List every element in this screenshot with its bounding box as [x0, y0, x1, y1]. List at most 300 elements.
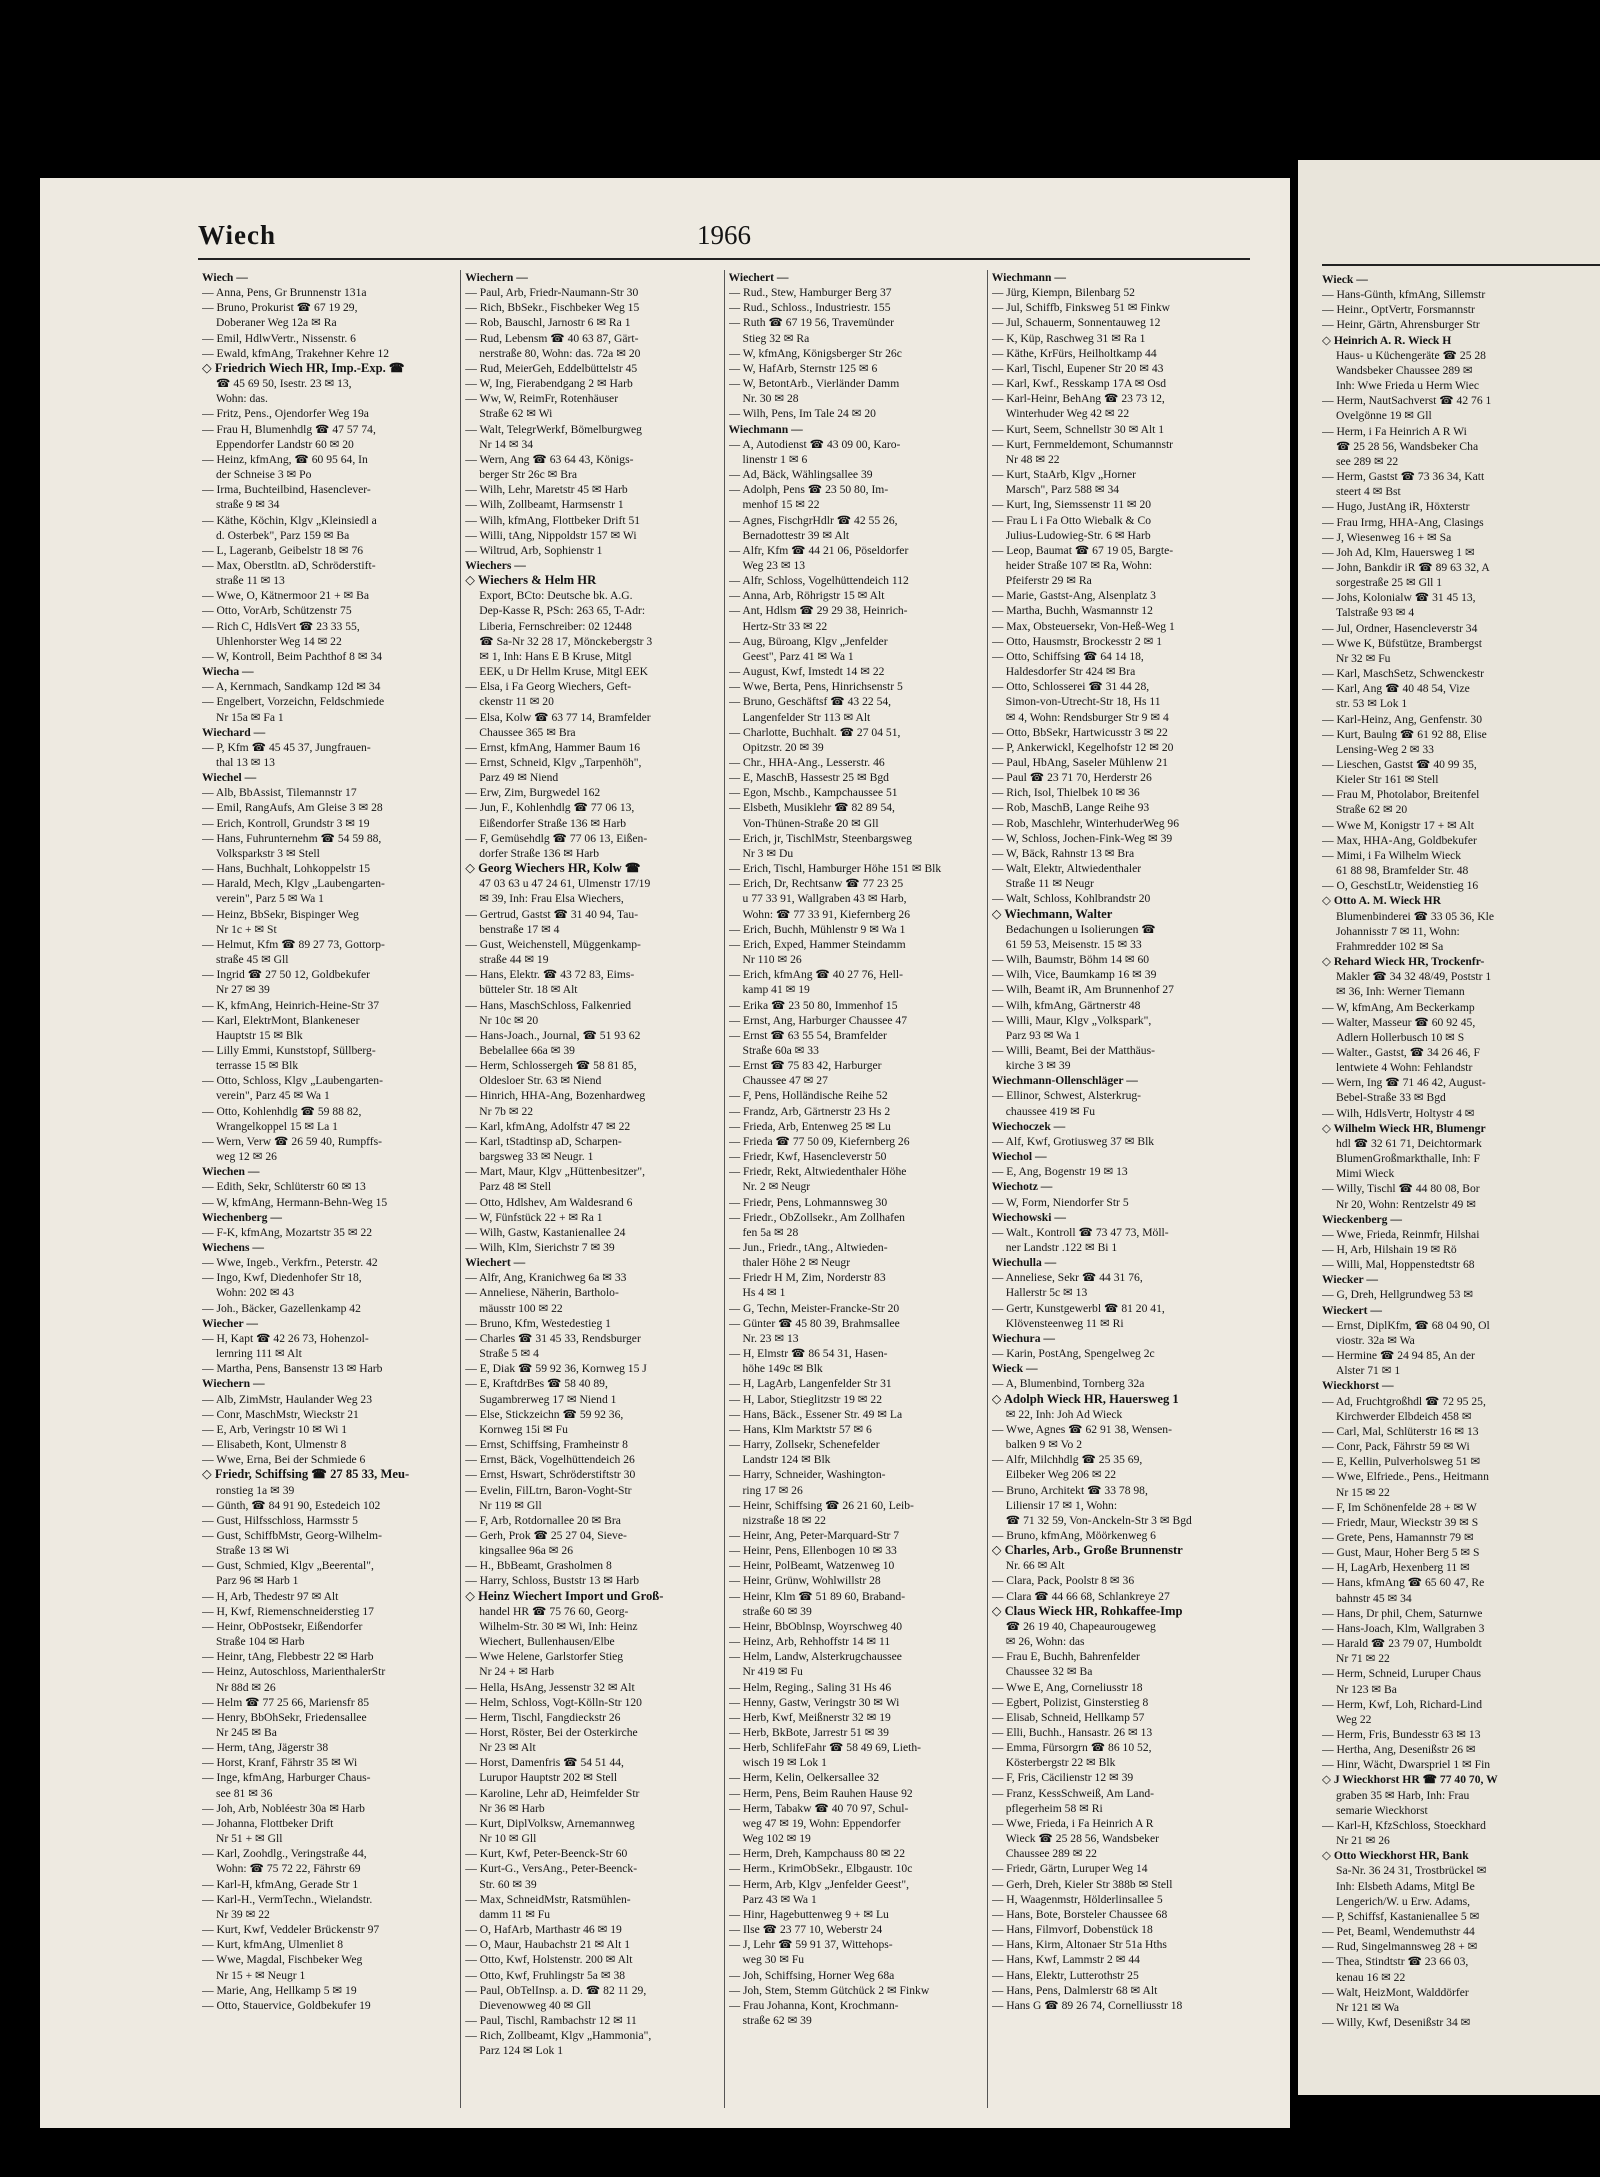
entry-continuation: Nr 27 ✉ 39 [216, 983, 270, 997]
entry-continuation: Talstraße 93 ✉ 4 [1336, 606, 1415, 620]
directory-entry: — Horst, Damenfris ☎ 54 51 44, [465, 1756, 624, 1770]
directory-entry: — Wwe Helene, Garlstorfer Stieg [465, 1650, 624, 1664]
directory-entry: — Elisabeth, Kont, Ulmenstr 8 [202, 1438, 347, 1452]
directory-entry: — Herb, Kwf, Meißnerstr 32 ✉ 19 [728, 1710, 891, 1724]
surname-heading: Wiechert — [728, 271, 789, 284]
directory-entry: — Rud, Lebensm ☎ 40 63 87, Gärt- [465, 331, 639, 345]
directory-entry: — Hans, kfmAng ☎ 65 60 47, Re [1322, 1576, 1485, 1590]
entry-continuation: Nr 245 ✉ Ba [216, 1726, 277, 1739]
surname-heading: Wiechulla — [991, 1256, 1057, 1270]
column-4 [988, 270, 1250, 2108]
surname-heading: Wiechert — [465, 1256, 526, 1270]
directory-entry: — Herm, i Fa Heinrich A R Wi [1322, 424, 1467, 438]
directory-entry: — Erich, Buchh, Mühlenstr 9 ✉ Wa 1 [728, 922, 906, 936]
directory-entry: — Karl, Zoohdlg., Veringstraße 44, [202, 1847, 367, 1861]
entry-continuation: Str. 60 ✉ 39 [479, 1877, 537, 1891]
surname-heading: Wiechotz — [991, 1180, 1053, 1194]
entry-continuation: graben 35 ✉ Harb, Inh: Frau [1336, 1788, 1470, 1802]
entry-continuation: Opitzstr. 20 ✉ 39 [742, 740, 824, 754]
directory-entry: — Hertha, Ang, Desenißstr 26 ✉ [1322, 1743, 1476, 1757]
firm-entry: ◇ Heinz Wiechert Import und Groß- [465, 1588, 664, 1603]
entry-continuation: Klövensteenweg 11 ✉ Ri [1005, 1316, 1124, 1330]
directory-entry: — Günth, ☎ 84 91 90, Estedeich 102 [202, 1498, 381, 1512]
entry-continuation: Von-Thünen-Straße 20 ✉ Gll [742, 816, 879, 830]
directory-entry: — Bruno, Kfm, Westedestieg 1 [465, 1316, 611, 1330]
entry-continuation: Nr 36 ✉ Harb [479, 1801, 545, 1815]
entry-continuation: ✉ 22, Inh: Joh Ad Wieck [1005, 1407, 1123, 1421]
directory-entry: — H, LagArb, Hexenberg 11 ✉ [1322, 1561, 1470, 1575]
directory-entry: — Rud., Stew, Hamburger Berg 37 [728, 286, 892, 300]
directory-entry: — W, kfmAng, Königsberger Str 26c [728, 346, 902, 360]
directory-entry: — F, Fris, Cäcilienstr 12 ✉ 39 [991, 1771, 1134, 1785]
directory-entry: — Leop, Baumat ☎ 67 19 05, Bargte- [991, 543, 1174, 557]
directory-entry: — W, Form, Niendorfer Str 5 [991, 1195, 1129, 1209]
entry-continuation: nerstraße 80, Wohn: das. 72a ✉ 20 [479, 346, 641, 360]
directory-entry: — Hans, Filmvorf, Dobenstück 18 [991, 1923, 1153, 1937]
entry-continuation: thal 13 ✉ 13 [216, 756, 275, 769]
entry-continuation: pflegerheim 58 ✉ Ri [1005, 1801, 1103, 1815]
directory-entry: — Alb, ZimMstr, Haulander Weg 23 [202, 1392, 373, 1406]
directory-entry: — Wilh, Beamt iR, Am Brunnenhof 27 [991, 983, 1174, 997]
directory-entry: — Karl, Tischl, Eupener Str 20 ✉ 43 [991, 361, 1164, 375]
directory-entry: — Herm, Kelin, Oelkersallee 32 [728, 1771, 880, 1785]
entry-continuation: Langenfelder Str 113 ✉ Alt [742, 710, 871, 724]
directory-entry: — Helm, Landw, Alsterkrugchaussee [728, 1650, 902, 1664]
entry-continuation: Landstr 124 ✉ Blk [742, 1453, 831, 1467]
surname-heading: Wiechmann-Ollenschläger — [991, 1074, 1138, 1088]
entry-continuation: Nr 10c ✉ 20 [479, 1013, 539, 1027]
directory-entry: — F-K, kfmAng, Mozartstr 35 ✉ 22 [202, 1225, 373, 1239]
entry-continuation: Weg 102 ✉ 19 [742, 1832, 811, 1846]
entry-continuation: Alster 71 ✉ 1 [1336, 1364, 1401, 1378]
directory-entry: — Mart, Maur, Klgv „Hüttenbesitzer", [465, 1165, 645, 1179]
directory-entry: — Karl, Kwf., Resskamp 17A ✉ Osd [991, 377, 1167, 391]
directory-entry: — Harry, Schneider, Washington- [728, 1468, 886, 1482]
directory-entry: — Egon, Mschb., Kampchaussee 51 [728, 786, 898, 800]
directory-entry: — Otto, Hausmstr, Brockesstr 2 ✉ 1 [991, 634, 1163, 648]
entry-continuation: Nr 15 + ✉ Neugr 1 [216, 1968, 306, 1982]
directory-entry: — Rich, Zollbeamt, Klgv „Hammonia", [465, 2029, 652, 2043]
entry-continuation: wisch 19 ✉ Lok 1 [742, 1756, 827, 1770]
directory-entry: — Otto, Schlosserei ☎ 31 44 28, [991, 680, 1150, 694]
directory-entry: — Gust, Maur, Hoher Berg 5 ✉ S [1322, 1546, 1480, 1560]
directory-entry: — Franz, KessSchweiß, Am Land- [991, 1786, 1155, 1800]
entry-continuation: Wohn: ☎ 77 33 91, Kiefernberg 26 [742, 907, 911, 921]
entry-continuation: höhe 149c ✉ Blk [742, 1362, 823, 1376]
directory-entry: — Joh, Arb, Nobléestr 30a ✉ Harb [202, 1801, 365, 1815]
firm-entry: ◇ Otto A. M. Wieck HR [1322, 894, 1441, 908]
entry-continuation: Straße 62 ✉ Wi [479, 407, 553, 421]
entry-continuation: Nr 15a ✉ Fa 1 [216, 710, 284, 724]
entry-continuation: Nr 121 ✉ Wa [1336, 2000, 1399, 2014]
directory-entry: — Carl, Mal, Schlüterstr 16 ✉ 13 [1322, 1424, 1479, 1438]
entry-continuation: Bedachungen u Isolierungen ☎ [1005, 922, 1156, 936]
directory-entry: — Heinr, BbOblnsp, Woyrschweg 40 [728, 1619, 903, 1633]
entry-continuation: straße 11 ✉ 13 [216, 574, 285, 588]
firm-entry: ◇ Friedr, Schiffsing ☎ 27 85 33, Meu- [202, 1467, 410, 1482]
directory-entry: — W, kfmAng, Hermann-Behn-Weg 15 [202, 1195, 388, 1209]
entry-continuation: Kornweg 15i ✉ Fu [479, 1422, 568, 1436]
directory-entry: — Kurt, Kwf, Veddeler Brückenstr 97 [202, 1923, 380, 1937]
entry-continuation: Eilbeker Weg 206 ✉ 22 [1005, 1468, 1117, 1482]
directory-entry: — Horst, Kranf, Fährstr 35 ✉ Wi [202, 1756, 358, 1770]
directory-entry: — Otto, Hdlshev, Am Waldesrand 6 [465, 1195, 633, 1209]
directory-entry: — Herm., KrimObSekr., Elbgaustr. 10c [728, 1862, 913, 1876]
directory-entry: — Walt, TelegrWerkf, Bömelburgweg [465, 422, 642, 436]
directory-entry: — Wwe, Frieda, i Fa Heinrich A R [991, 1816, 1154, 1830]
directory-entry: — Hans, Fuhrunternehm ☎ 54 59 88, [202, 831, 382, 845]
directory-entry: — Friedr., ObZollsekr., Am Zollhafen [728, 1210, 905, 1224]
entry-continuation: Wohn: das. [216, 392, 268, 406]
directory-entry: — Rich, BbSekr., Fischbeker Weg 15 [465, 301, 640, 315]
directory-entry: — O, HafArb, Marthastr 46 ✉ 19 [465, 1923, 622, 1937]
directory-entry: — Kurt-G., VersAng., Peter-Beenck- [465, 1862, 638, 1876]
directory-entry: — Paul, HbAng, Saseler Mühlenw 21 [991, 756, 1168, 769]
directory-entry: — Grete, Pens, Hamannstr 79 ✉ [1322, 1530, 1474, 1544]
entry-continuation: kirche 3 ✉ 39 [1005, 1059, 1071, 1073]
directory-entry: — E, MaschB, Hassestr 25 ✉ Bgd [728, 771, 889, 785]
entry-continuation: bütteler Str. 18 ✉ Alt [479, 983, 578, 997]
entry-continuation: hdl ☎ 32 61 71, Deichtormark [1336, 1136, 1482, 1150]
entry-continuation: Nr 20, Wohn: Rentzelstr 49 ✉ [1336, 1197, 1476, 1211]
entry-continuation: Bernadottestr 39 ✉ Alt [742, 528, 850, 542]
entry-continuation: Eppendorfer Landstr 60 ✉ 20 [216, 437, 354, 451]
directory-entry: — Kurt, Seem, Schnellstr 30 ✉ Alt 1 [991, 422, 1165, 436]
directory-entry: — Gerh, Dreh, Kieler Str 388b ✉ Stell [991, 1877, 1173, 1891]
entry-continuation: Pfeiferstr 29 ✉ Ra [1005, 574, 1092, 588]
directory-entry: — Walter, Masseur ☎ 60 92 45, [1322, 1015, 1476, 1029]
entry-continuation: Ovelgönne 19 ✉ Gll [1336, 409, 1432, 423]
directory-entry: — Erich, jr, TischlMstr, Steenbargsweg [728, 831, 912, 845]
directory-entry: — Bruno, Geschäftsf ☎ 43 22 54, [728, 695, 892, 709]
directory-entry: — Heinr, PolBeamt, Watzenweg 10 [728, 1559, 895, 1573]
entry-continuation: Lurupor Hauptstr 202 ✉ Stell [479, 1771, 618, 1785]
entry-continuation: linenstr 1 ✉ 6 [742, 452, 808, 466]
entry-continuation: Hallerstr 5c ✉ 13 [1005, 1286, 1088, 1300]
entry-continuation: Wieck ☎ 25 28 56, Wandsbeker [1005, 1832, 1159, 1846]
entry-continuation: 61 59 53, Meisenstr. 15 ✉ 33 [1005, 937, 1142, 951]
directory-entry: — H, LagArb, Langenfelder Str 31 [728, 1377, 892, 1391]
directory-entry: — E, KraftdrBes ☎ 58 40 89, [465, 1377, 608, 1391]
directory-entry: — O, GeschstLtr, Weidenstieg 16 [1322, 879, 1479, 893]
directory-entry: — Wwe, Agnes ☎ 62 91 38, Wensen- [991, 1422, 1172, 1436]
entry-continuation: Sugambrerweg 17 ✉ Niend 1 [479, 1392, 617, 1406]
directory-entry: — Helm, Reging., Saling 31 Hs 46 [728, 1680, 892, 1694]
entry-continuation: Parz 124 ✉ Lok 1 [479, 2044, 564, 2058]
directory-entry: — Ernst, Bäck, Vogelhüttendeich 26 [465, 1453, 635, 1467]
directory-entry: — Max, Oberstltn. aD, Schröderstift- [202, 558, 376, 572]
directory-entry: — Rob, Bauschl, Jarnostr 6 ✉ Ra 1 [465, 316, 631, 330]
directory-entry: — Ernst, DiplKfm, ☎ 68 04 90, Ol [1322, 1318, 1490, 1332]
directory-entry: — Ad, Fruchtgroßhdl ☎ 72 95 25, [1322, 1394, 1486, 1408]
surname-heading: Wiechers — [465, 558, 526, 572]
directory-entry: — Friedr, Gärtn, Luruper Weg 14 [991, 1862, 1148, 1876]
directory-entry: — Mimi, i Fa Wilhelm Wieck [1322, 848, 1462, 862]
entry-continuation: Straße 13 ✉ Wi [216, 1544, 290, 1558]
directory-entry: — Gust, Schmied, Klgv „Beerental", [202, 1559, 374, 1573]
firm-entry: ◇ Wiechers & Helm HR [465, 573, 597, 588]
entry-continuation: Nr 71 ✉ 22 [1336, 1652, 1390, 1666]
directory-entry: — Alfr, Schloss, Vogelhüttendeich 112 [728, 574, 909, 588]
directory-entry: — Hans, MaschSchloss, Falkenried [465, 998, 632, 1012]
directory-entry: — Jul, Schauerm, Sonnentauweg 12 [991, 316, 1161, 330]
entry-continuation: Dep-Kasse R, PSch: 263 65, T-Adr: [479, 604, 646, 618]
directory-entry: — Erich, Exped, Hammer Steindamm [728, 937, 906, 951]
directory-entry: — Bruno, kfmAng, Möörkenweg 6 [991, 1528, 1156, 1542]
directory-entry: — F, Gemüsehdlg ☎ 77 06 13, Eißen- [465, 831, 648, 845]
surname-heading: Wiechoczek — [991, 1119, 1066, 1133]
surname-heading: Wiechowski — [991, 1210, 1066, 1224]
entry-continuation: Nr. 30 ✉ 28 [742, 392, 799, 406]
directory-entry: — Frau E, Buchh, Bahrenfelder [991, 1650, 1140, 1664]
directory-entry: — Ant, Hdlsm ☎ 29 29 38, Heinrich- [728, 604, 908, 618]
directory-entry: — Kurt, StaArb, Klgv „Horner [991, 468, 1136, 482]
entry-continuation: Winterhuder Weg 42 ✉ 22 [1005, 407, 1130, 421]
entry-continuation: viostr. 32a ✉ Wa [1336, 1333, 1415, 1347]
directory-entry: — Heinz, Autoschloss, MarienthalerStr [202, 1665, 386, 1679]
directory-entry: — Elsa, i Fa Georg Wiechers, Geft- [465, 680, 632, 694]
entry-continuation: ✉ 1, Inh: Hans E B Kruse, Mitgl [479, 649, 632, 663]
directory-entry: — Heinr, Grünw, Wohlwillstr 28 [728, 1574, 881, 1588]
directory-entry: — Ernst, Ang, Harburger Chaussee 47 [728, 1013, 907, 1027]
entry-continuation: Volksparkstr 3 ✉ Stell [216, 846, 320, 860]
directory-entry: — Hans, Bäck., Essener Str. 49 ✉ La [728, 1407, 903, 1421]
directory-entry: — Ww, W, ReimFr, Rotenhäuser [465, 392, 619, 406]
directory-entry: — G, Techn, Meister-Francke-Str 20 [728, 1301, 900, 1315]
directory-entry: — Wilh, Zollbeamt, Harmsenstr 1 [465, 498, 624, 512]
directory-entry: — H, Arb, Thedestr 97 ✉ Alt [202, 1589, 339, 1603]
directory-entry: — Alf, Kwf, Grotiusweg 37 ✉ Blk [991, 1134, 1155, 1148]
directory-entry: — J, Wiesenweg 16 + ✉ Sa [1322, 530, 1452, 544]
directory-entry: — A, Kernmach, Sandkamp 12d ✉ 34 [202, 680, 381, 694]
directory-entry: — Käthe, Köchin, Klgv „Kleinsiedl a [202, 513, 377, 527]
entry-continuation: weg 12 ✉ 26 [216, 1150, 277, 1164]
entry-continuation: kingsallee 96a ✉ 26 [479, 1544, 573, 1558]
directory-entry: — Willi, Mal, Hoppenstedtstr 68 [1322, 1258, 1475, 1272]
entry-continuation: ☎ 71 32 59, Von-Anckeln-Str 3 ✉ Bgd [1005, 1513, 1192, 1527]
entry-continuation: Straße 60a ✉ 33 [742, 1043, 819, 1057]
entry-continuation: weg 30 ✉ Fu [742, 1953, 805, 1967]
surname-heading: Wieck — [991, 1362, 1038, 1376]
entry-continuation: Parz 48 ✉ Stell [479, 1180, 552, 1194]
directory-entry: — Anneliese, Näherin, Bartholo- [465, 1286, 619, 1300]
directory-entry: — Karl-Heinr, BehAng ☎ 23 73 12, [991, 392, 1165, 406]
directory-entry: — Max, Obsteuersekr, Von-Heß-Weg 1 [991, 619, 1175, 633]
entry-continuation: verein", Parz 45 ✉ Wa 1 [216, 1089, 330, 1103]
directory-entry: — Alfr, Ang, Kranichweg 6a ✉ 33 [465, 1271, 627, 1285]
directory-entry: — Herb, SchlifeFahr ☎ 58 49 69, Lieth- [728, 1741, 921, 1755]
entry-continuation: Chaussee 47 ✉ 27 [742, 1074, 828, 1088]
entry-continuation: ☎ 26 19 40, Chapeaurougeweg [1005, 1619, 1156, 1633]
directory-entry: — Charlotte, Buchhalt. ☎ 27 04 51, [728, 725, 901, 739]
directory-entry: — Wilh, Vice, Baumkamp 16 ✉ 39 [991, 968, 1157, 982]
directory-entry: — H, Kwf, Riemenschneiderstieg 17 [202, 1604, 374, 1618]
entry-continuation: nizstraße 18 ✉ 22 [742, 1513, 826, 1527]
directory-entry: — Heinz, Arb, Rehhoffstr 14 ✉ 11 [728, 1635, 891, 1649]
directory-entry: — Gust, Hilfsschloss, Harmsstr 5 [202, 1513, 358, 1527]
entry-continuation: ckenstr 11 ✉ 20 [479, 695, 554, 709]
directory-entry: — Ernst, Schiffsing, Framheinstr 8 [465, 1438, 628, 1452]
directory-entry: — Hans-Joach., Journal, ☎ 51 93 62 [465, 1028, 641, 1042]
directory-entry: — Elsa, Kolw ☎ 63 77 14, Bramfelder [465, 710, 651, 724]
directory-entry: — Harry, Zollsekr, Schenefelder [728, 1438, 880, 1452]
directory-entry: — Erich, Tischl, Hamburger Höhe 151 ✉ Blk [728, 862, 942, 876]
entry-continuation: Straße 104 ✉ Harb [216, 1635, 305, 1649]
entry-continuation: ☎ Sa-Nr 32 28 17, Mönckebergstr 3 [479, 634, 653, 648]
entry-continuation: Nr 39 ✉ 22 [216, 1907, 270, 1921]
directory-entry: — Kurt, Baulng ☎ 61 92 88, Elise [1322, 727, 1487, 741]
directory-entry: — Alfr, Kfm ☎ 44 21 06, Pöseldorfer [728, 543, 909, 557]
entry-continuation: steert 4 ✉ Bst [1336, 485, 1401, 499]
entry-continuation: straße 9 ✉ 34 [216, 498, 280, 512]
entry-continuation: Nr 32 ✉ Fu [1336, 651, 1391, 665]
directory-entry: — Günter ☎ 45 80 39, Brahmsallee [728, 1316, 900, 1330]
surname-heading: Wieckert — [1322, 1303, 1382, 1317]
directory-entry: — Hans, Elektr. ☎ 43 72 83, Eims- [465, 968, 635, 982]
directory-entry: — Hans G ☎ 89 26 74, Cornelliusstr 18 [991, 1998, 1183, 2012]
directory-entry: — Herm, Kwf, Loh, Richard-Lind [1322, 1697, 1483, 1711]
column-3 [725, 270, 988, 2108]
directory-entry: — Erw, Zim, Burgwedel 162 [465, 786, 601, 800]
directory-entry: — Ingrid ☎ 27 50 12, Goldbekufer [202, 968, 371, 982]
directory-entry: — Hermine ☎ 24 94 85, An der [1322, 1349, 1475, 1363]
entry-continuation: Weg 22 [1336, 1712, 1372, 1726]
directory-entry: — Paul ☎ 23 71 70, Herderstr 26 [991, 771, 1152, 785]
entry-continuation: Wilhelm-Str. 30 ✉ Wi, Inh: Heinz [479, 1619, 638, 1633]
entry-continuation: Wohn: 202 ✉ 43 [216, 1286, 295, 1300]
directory-entry: — F, Im Schönenfelde 28 + ✉ W [1322, 1500, 1477, 1514]
directory-entry: — Erich, Kontroll, Grundstr 3 ✉ 19 [202, 816, 370, 830]
directory-entry: — Gertr, Kunstgewerbl ☎ 81 20 41, [991, 1301, 1165, 1315]
entry-continuation: Marsch", Parz 588 ✉ 34 [1005, 483, 1120, 497]
entry-continuation: BlumenGroßmarkthalle, Inh: F [1336, 1152, 1480, 1166]
directory-entry: — Aug, Büroang, Klgv „Jenfelder [728, 634, 888, 648]
entry-continuation: Bebel-Straße 33 ✉ Bgd [1336, 1091, 1446, 1105]
firm-entry: ◇ Adolph Wieck HR, Hauersweg 1 [991, 1391, 1179, 1406]
directory-entry: — Herm, Schneid, Luruper Chaus [1322, 1667, 1482, 1681]
entry-continuation: Dievenowweg 40 ✉ Gll [479, 1998, 592, 2012]
entry-continuation: Lengerich/W. u Erw. Adams, [1336, 1894, 1471, 1908]
directory-entry: — Agnes, FischgrHdlr ☎ 42 55 26, [728, 513, 898, 527]
entry-continuation: Adlern Hollerbusch 10 ✉ S [1336, 1030, 1465, 1044]
directory-entry: — Karl, ElektrMont, Blankeneser [202, 1013, 360, 1027]
directory-entry: — Hinr, Hagebuttenweg 9 + ✉ Lu [728, 1907, 889, 1921]
directory-entry: — Wilh, HdlsVertr, Holtystr 4 ✉ [1322, 1106, 1475, 1120]
surname-heading: Wiechen — [202, 1165, 260, 1179]
directory-entry: — Friedr H M, Zim, Norderstr 83 [728, 1271, 886, 1285]
directory-entry: — Hans, Elektr, Lutterothstr 25 [991, 1968, 1139, 1982]
directory-entry: — Otto, BbSekr, Hartwicusstr 3 ✉ 22 [991, 725, 1168, 739]
directory-entry: — Karin, PostAng, Spengelweg 2c [991, 1347, 1155, 1361]
surname-heading: Wiechel — [202, 771, 257, 785]
directory-entry: — Harald ☎ 23 79 07, Humboldt [1322, 1637, 1482, 1651]
surname-heading: Wiecher — [202, 1316, 258, 1330]
entry-continuation: Parz 43 ✉ Wa 1 [742, 1892, 817, 1906]
directory-entry: — Wwe, Magdal, Fischbeker Weg [202, 1953, 363, 1967]
directory-entry: — Wern, Verw ☎ 26 59 40, Rumpffs- [202, 1134, 382, 1148]
firm-entry: ◇ J Wieckhorst HR ☎ 77 40 70, W [1322, 1773, 1498, 1787]
entry-continuation: Geest", Parz 41 ✉ Wa 1 [742, 649, 854, 663]
directory-entry: — Ruth ☎ 67 19 56, Travemünder [728, 316, 894, 330]
directory-entry: — Jun., Friedr., tAng., Altwieden- [728, 1241, 888, 1254]
directory-entry: — Edith, Sekr, Schlüterstr 60 ✉ 13 [202, 1180, 366, 1194]
directory-entry: — Karl, Ang ☎ 40 48 54, Vize [1322, 682, 1470, 696]
directory-entry: — Rud, Singelmannsweg 28 + ✉ [1322, 1940, 1478, 1954]
directory-entry: — Henry, BbOhSekr, Friedensallee [202, 1710, 367, 1724]
directory-entry: — Karl, MaschSetz, Schwenckestr [1322, 667, 1484, 681]
directory-entry: — Heinr, Klm ☎ 51 89 60, Braband- [728, 1589, 906, 1603]
entry-continuation: Straße 62 ✉ 20 [1336, 803, 1408, 817]
entry-continuation: Wiechert, Bullenhausen/Elbe [479, 1635, 615, 1649]
firm-entry: ◇ Friedrich Wiech HR, Imp.-Exp. ☎ [202, 360, 405, 375]
entry-continuation: Straße 5 ✉ 4 [479, 1347, 539, 1361]
directory-entry: — Paul, ObTelInsp. a. D. ☎ 82 11 29, [465, 1983, 647, 1997]
entry-continuation: Hertz-Str 33 ✉ 22 [742, 619, 828, 633]
directory-entry: — Karl, tStadtinsp aD, Scharpen- [465, 1134, 622, 1148]
directory-entry: — Clara, Pack, Poolstr 8 ✉ 36 [991, 1574, 1135, 1588]
directory-entry: — J, Lehr ☎ 59 91 37, Wittehops- [728, 1938, 893, 1952]
directory-entry: — Fritz, Pens., Ojendorfer Weg 19a [202, 407, 369, 421]
directory-entry: — Gertrud, Gastst ☎ 31 40 94, Tau- [465, 907, 639, 921]
entry-continuation: Johannisstr 7 ✉ 11, Wohn: [1336, 924, 1460, 938]
directory-entry: — Hinr, Wächt, Dwarspriel 1 ✉ Fin [1322, 1758, 1491, 1772]
entry-continuation: mäusstr 100 ✉ 22 [479, 1301, 563, 1315]
directory-entry: — Walt, Schloss, Kohlbrandstr 20 [991, 892, 1151, 906]
directory-entry: — August, Kwf, Imstedt 14 ✉ 22 [728, 665, 885, 679]
directory-entry: — Wwe, Ingeb., Verkfrn., Peterstr. 42 [202, 1256, 378, 1270]
surname-heading: Wiechenberg — [202, 1210, 282, 1224]
directory-entry: — Walt, Elektr, Altwiedenthaler [991, 862, 1142, 876]
entry-continuation: Chaussee 365 ✉ Bra [479, 725, 576, 739]
entry-continuation: straße 62 ✉ 39 [742, 2013, 812, 2027]
directory-entry: — Otto, Schloss, Klgv „Laubengarten- [202, 1074, 383, 1088]
directory-entry: — Elsbeth, Musiklehr ☎ 82 89 54, [728, 801, 895, 815]
entry-continuation: Frahmredder 102 ✉ Sa [1336, 939, 1444, 953]
directory-entry: — Herm, Fris, Bundesstr 63 ✉ 13 [1322, 1728, 1481, 1741]
directory-entry: — P, Kfm ☎ 45 45 37, Jungfrauen- [202, 740, 371, 754]
directory-entry: — Johs, Kolonialw ☎ 31 45 13, [1322, 591, 1476, 605]
entry-continuation: EEK, u Dr Hellm Kruse, Mitgl EEK [479, 665, 648, 679]
directory-entry: — W, Bäck, Rahnstr 13 ✉ Bra [991, 846, 1135, 860]
directory-entry: — Joh, Stem, Stemm Gütchück 2 ✉ Finkw [728, 1983, 930, 1997]
directory-entry: — Jun, F., Kohlenhdlg ☎ 77 06 13, [465, 801, 635, 815]
directory-entry: — Walter., Gastst, ☎ 34 26 46, F [1322, 1045, 1480, 1059]
entry-continuation: ☎ 45 69 50, Isestr. 23 ✉ 13, [216, 377, 352, 391]
surname-heading: Wiechens — [202, 1241, 264, 1254]
entry-continuation: Nr 7b ✉ 22 [479, 1104, 534, 1118]
directory-entry: — Käthe, KrFürs, Heilholtkamp 44 [991, 346, 1157, 360]
entry-continuation: benstraße 17 ✉ 4 [479, 922, 560, 936]
entry-continuation: Wandsbeker Chaussee 289 ✉ [1336, 363, 1473, 377]
entry-continuation: Nr 123 ✉ Ba [1336, 1682, 1397, 1696]
entry-continuation: ✉ 26, Wohn: das [1005, 1635, 1085, 1649]
entry-continuation: Mimi Wieck [1336, 1167, 1395, 1181]
entry-continuation: ✉ 39, Inh: Frau Elsa Wiechers, [479, 892, 624, 906]
directory-entry: — Herb, BkBote, Jarrestr 51 ✉ 39 [728, 1726, 889, 1739]
entry-continuation: Nr. 23 ✉ 13 [742, 1331, 799, 1345]
directory-entry: — Evelin, FilLtrn, Baron-Voght-Str [465, 1483, 632, 1497]
entry-continuation: Straße 11 ✉ Neugr [1005, 877, 1094, 891]
entry-continuation: Blumenbinderei ☎ 33 05 36, Kle [1336, 909, 1495, 923]
directory-entry: — Karl, kfmAng, Adolfstr 47 ✉ 22 [465, 1119, 631, 1133]
entry-continuation: Nr 119 ✉ Gll [479, 1498, 542, 1512]
directory-entry: — Ernst, Hswart, Schröderstiftstr 30 [465, 1468, 636, 1482]
directory-entry: — H, Kapt ☎ 42 26 73, Hohenzol- [202, 1331, 369, 1345]
surname-heading: Wieck — [1322, 273, 1368, 286]
entry-continuation: balken 9 ✉ Vo 2 [1005, 1438, 1083, 1452]
directory-entry: — Heinr, Schiffsing ☎ 26 21 60, Leib- [728, 1498, 914, 1512]
directory-entry: — Anneliese, Sekr ☎ 44 31 76, [991, 1271, 1143, 1285]
